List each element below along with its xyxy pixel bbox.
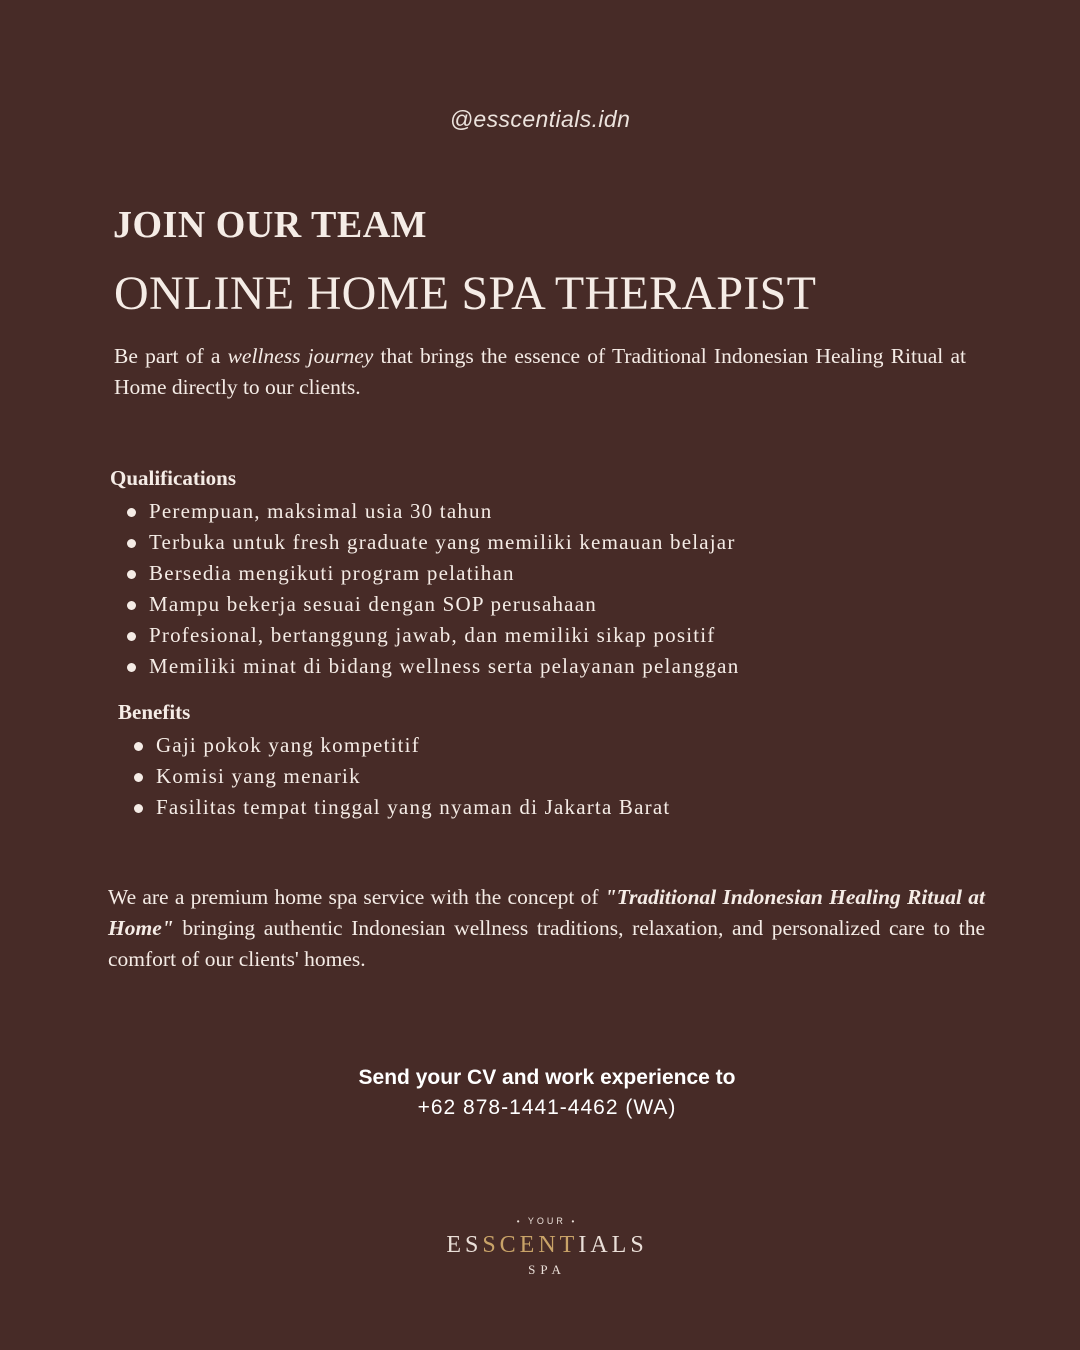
kicker-heading: JOIN OUR TEAM bbox=[113, 204, 428, 246]
list-item-text: Gaji pokok yang kompetitif bbox=[156, 733, 420, 757]
bullet-icon bbox=[127, 539, 136, 548]
list-item-text: Memiliki minat di bidang wellness serta pelayanan pelanggan bbox=[149, 654, 740, 678]
logo-dot-icon: • bbox=[516, 1217, 523, 1226]
bullet-icon bbox=[127, 570, 136, 579]
list-item-text: Profesional, bertanggung jawab, dan memiliki sikap positif bbox=[149, 623, 716, 647]
brand-logo bbox=[0, 1212, 1080, 1281]
list-item-text: Terbuka untuk fresh graduate yang memiliki kemauan belajar bbox=[149, 530, 736, 554]
instagram-handle: @esscentials.idn bbox=[449, 106, 631, 132]
qualifications-heading: Qualifications bbox=[110, 466, 237, 490]
list-item bbox=[149, 527, 739, 558]
list-item bbox=[156, 792, 670, 823]
bullet-icon bbox=[134, 742, 143, 751]
intro-paragraph bbox=[114, 341, 966, 403]
list-item-text: Perempuan, maksimal usia 30 tahun bbox=[149, 499, 493, 523]
about-quote: "Traditional Indonesian Healing Ritual at Home" bbox=[108, 885, 985, 940]
qualifications-list bbox=[149, 496, 739, 682]
list-item bbox=[156, 730, 670, 761]
logo-dot-icon: • bbox=[571, 1217, 578, 1226]
list-item-text: Komisi yang menarik bbox=[156, 764, 361, 788]
list-item-text: Fasilitas tempat tinggal yang nyaman di Jakarta Barat bbox=[156, 795, 671, 819]
page-title: ONLINE HOME SPA THERAPIST bbox=[114, 267, 817, 320]
logo-subtitle: SPA bbox=[528, 1262, 566, 1277]
bullet-icon bbox=[127, 508, 136, 517]
list-item-text: Bersedia mengikuti program pelatihan bbox=[149, 561, 515, 585]
bullet-icon bbox=[127, 601, 136, 610]
bullet-icon bbox=[134, 773, 143, 782]
logo-word-accent: SCENT bbox=[482, 1232, 579, 1258]
logo-top-text: YOUR bbox=[527, 1216, 566, 1226]
intro-emphasis: wellness journey bbox=[227, 344, 374, 368]
list-item bbox=[149, 558, 739, 589]
benefits-list bbox=[156, 730, 670, 823]
benefits-heading: Benefits bbox=[118, 700, 191, 724]
bullet-icon bbox=[127, 632, 136, 641]
bullet-icon bbox=[134, 804, 143, 813]
list-item bbox=[149, 651, 739, 682]
list-item-text: Mampu bekerja sesuai dengan SOP perusahaan bbox=[149, 592, 597, 616]
intro-text-after: that brings the essence of Traditional Indonesian Healing Ritual at Home directly to our clients. bbox=[114, 344, 966, 399]
logo-word-part: ES bbox=[446, 1232, 483, 1258]
list-item bbox=[149, 620, 739, 651]
bullet-icon bbox=[127, 663, 136, 672]
list-item bbox=[149, 589, 739, 620]
cta-text: Send your CV and work experience to bbox=[358, 1066, 736, 1089]
about-text-before: We are a premium home spa service with the concept of bbox=[108, 885, 605, 909]
list-item bbox=[156, 761, 670, 792]
list-item bbox=[149, 496, 739, 527]
contact-number: +62 878-1441-4462 (WA) bbox=[417, 1096, 677, 1119]
about-text-after: bringing authentic Indonesian wellness traditions, relaxation, and personalized care to the comfort of our clients' homes. bbox=[108, 916, 985, 971]
logo-tagline bbox=[0, 1212, 1080, 1231]
logo-word-part: IALS bbox=[578, 1232, 648, 1258]
intro-text-before: Be part of a bbox=[114, 344, 228, 368]
logo-wordmark bbox=[0, 1231, 1080, 1259]
about-paragraph bbox=[108, 882, 985, 975]
